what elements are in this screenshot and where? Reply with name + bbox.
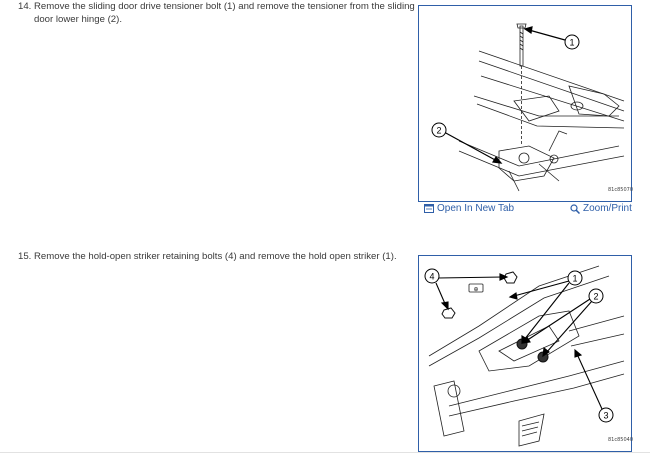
zoom-icon	[570, 204, 580, 214]
figure-code: 81c85040	[608, 437, 634, 443]
callout-label-3: 3	[603, 410, 609, 421]
divider	[0, 452, 650, 453]
figure-code: 81c85070	[608, 187, 634, 193]
step-14	[18, 0, 415, 28]
step-text-line1: Remove the sliding door drive tensioner bolt (1) and remove the tensioner from the sliding	[34, 1, 415, 12]
open-in-new-tab-link[interactable]	[424, 203, 514, 214]
figure-striker-diagram[interactable]	[418, 255, 632, 452]
callout-label-4: 4	[429, 271, 435, 282]
step-number: 15.	[18, 251, 32, 262]
callout-label-2: 2	[593, 291, 599, 302]
figure-link-bar	[420, 203, 632, 219]
zoom-print-label: Zoom/Print	[583, 203, 632, 214]
zoom-print-link[interactable]	[570, 203, 632, 214]
step-text-line2: door lower hinge (2).	[34, 14, 122, 25]
figure-tensioner-diagram[interactable]	[418, 5, 632, 202]
open-new-tab-icon	[424, 204, 434, 213]
striker-illustration	[419, 256, 630, 450]
tensioner-illustration	[419, 6, 630, 200]
step-text-line1: Remove the hold-open striker retaining bolts (4) and remove the hold open striker (1).	[34, 251, 397, 262]
step-number: 14.	[18, 1, 32, 12]
callout-label-1: 1	[569, 37, 575, 48]
open-in-new-tab-label: Open In New Tab	[437, 203, 515, 214]
svg-text:⊕: ⊕	[473, 287, 479, 293]
step-15	[18, 250, 408, 264]
callout-label-1: 1	[572, 273, 578, 284]
callout-label-2: 2	[436, 125, 442, 136]
